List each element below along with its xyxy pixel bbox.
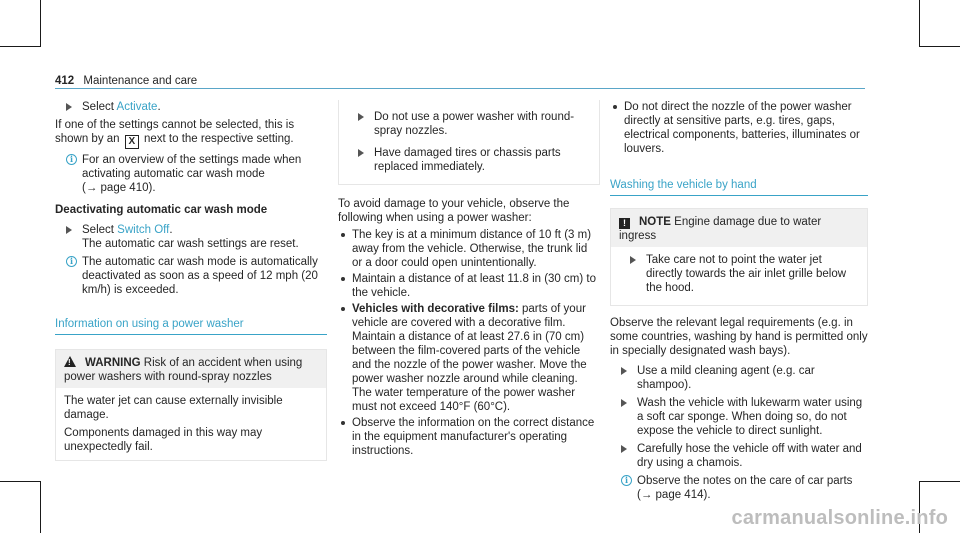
bullet-icon [341,277,345,281]
unavailable-settings-text: If one of the settings cannot be selected, this is shown by an X next to the respective setting. [55,119,295,147]
page-reference[interactable]: (→ page 414). [637,489,711,501]
step-cleaning-agent: Use a mild cleaning agent (e.g. car shampoo). [610,364,868,392]
step-hose-off: Carefully hose the vehicle off with water and dry using a chamois. [610,442,868,470]
list-item: Observe the information on the correct distance in the equipment manufacturer's operating instructions. [338,416,600,458]
bullet-icon [341,421,345,425]
crop-mark [40,0,41,47]
step-arrow-icon [621,367,627,375]
crop-mark [0,481,40,482]
step-arrow-icon [621,445,627,453]
page-reference[interactable]: (→ page 410). [82,182,156,194]
step-switch-off: Select Switch Off. The automatic car wash settings are reset. [55,223,327,251]
power-washer-intro: To avoid damage to your vehicle, observe the following when using a power washer: [338,198,570,224]
info-note: i Observe the notes on the care of car parts (→ page 414). [610,474,868,502]
watermark: carmanualsonline.info [731,507,948,529]
note-icon: ! [619,218,630,229]
crop-mark [0,46,40,47]
page-title: Maintenance and care [83,75,198,87]
column-middle [338,100,600,460]
column-right [610,100,868,506]
x-symbol-icon: X [125,135,139,149]
list-item: Maintain a distance of at least 11.8 in (30 cm) to the vehicle. [338,272,600,300]
step-arrow-icon [358,149,364,157]
info-icon: i [621,475,632,486]
step-arrow-icon [630,256,636,264]
crop-mark [40,481,41,533]
list-item: The key is at a minimum distance of 10 ft (3 m) away from the vehicle. Otherwise, the trunk lid or a door could open unintentionally. [338,228,600,270]
bullet-icon [341,233,345,237]
list-item: Do not direct the nozzle of the power washer directly at sensitive parts, e.g. tires, gaps, electrical components, batteries, illuminates or louvers. [610,100,868,156]
warning-body: The water jet can cause externally invisible damage. Components damaged in this way may unexpectedly fail. [64,395,283,453]
page-header [55,74,197,88]
warning-box-continued [338,100,600,185]
note-label: NOTE [639,216,671,228]
crop-mark [919,0,920,47]
info-icon: i [66,154,77,165]
deactivating-heading: Deactivating automatic car wash mode [55,204,268,216]
list-item: Vehicles with decorative films: parts of your vehicle are covered with a decorative film. Maintain a distance of at least 27.6 in (70 cm) between the film-covered parts of the vehicle and the nozzle of the power washer. Move the power washer nozzle around while cleaning. The water temperature of the power washer must not exceed 140°F (60°C). [338,302,600,414]
bullet-icon [341,307,345,311]
power-washer-section-title: Information on using a power washer [55,317,327,335]
warning-box [55,349,327,461]
warning-triangle-icon: ! [64,356,76,367]
step-arrow-icon [358,113,364,121]
switch-off-link[interactable]: Switch Off [117,224,170,236]
step-arrow-icon [621,399,627,407]
page-number: 412 [55,75,75,87]
step-wash-sponge: Wash the vehicle with lukewarm water using a soft car sponge. When doing so, do not expose the vehicle to direct sunlight. [610,396,868,438]
warning-heading: Risk of an accident when using power washers with round-spray nozzles [64,357,303,383]
info-note: i The automatic car wash mode is automatically deactivated as soon as a speed of 12 mph (20 km/h) is exceeded. [55,255,327,297]
note-header [611,209,867,247]
bullet-icon [613,105,617,109]
header-divider [55,88,865,89]
step-result: The automatic car wash settings are reset. [82,238,299,250]
note-box [610,208,868,306]
crop-mark [920,481,960,482]
hand-wash-section-title: Washing the vehicle by hand [610,178,868,196]
step-activate: Select Activate. [55,100,327,114]
step-air-inlet: Take care not to point the water jet directly towards the air inlet grille below the hood. [619,253,859,295]
warning-label: WARNING [85,357,141,369]
note-heading: Engine damage due to water ingress [619,216,822,242]
step-arrow-icon [66,103,72,111]
crop-mark [920,46,960,47]
step-no-round-nozzle: Do not use a power washer with round-spray nozzles. [347,110,591,138]
info-note: i For an overview of the settings made when activating automatic car wash mode (→ page 410). [55,153,327,195]
legal-requirements-text: Observe the relevant legal requirements (e.g. in some countries, washing by hand is permitted only in specially designated wash bays). [610,317,868,357]
activate-link[interactable]: Activate [116,101,158,113]
step-arrow-icon [66,226,72,234]
info-icon: i [66,256,77,267]
step-replace-damaged: Have damaged tires or chassis parts replaced immediately. [347,146,591,174]
warning-header [56,350,326,388]
column-left [55,100,327,461]
